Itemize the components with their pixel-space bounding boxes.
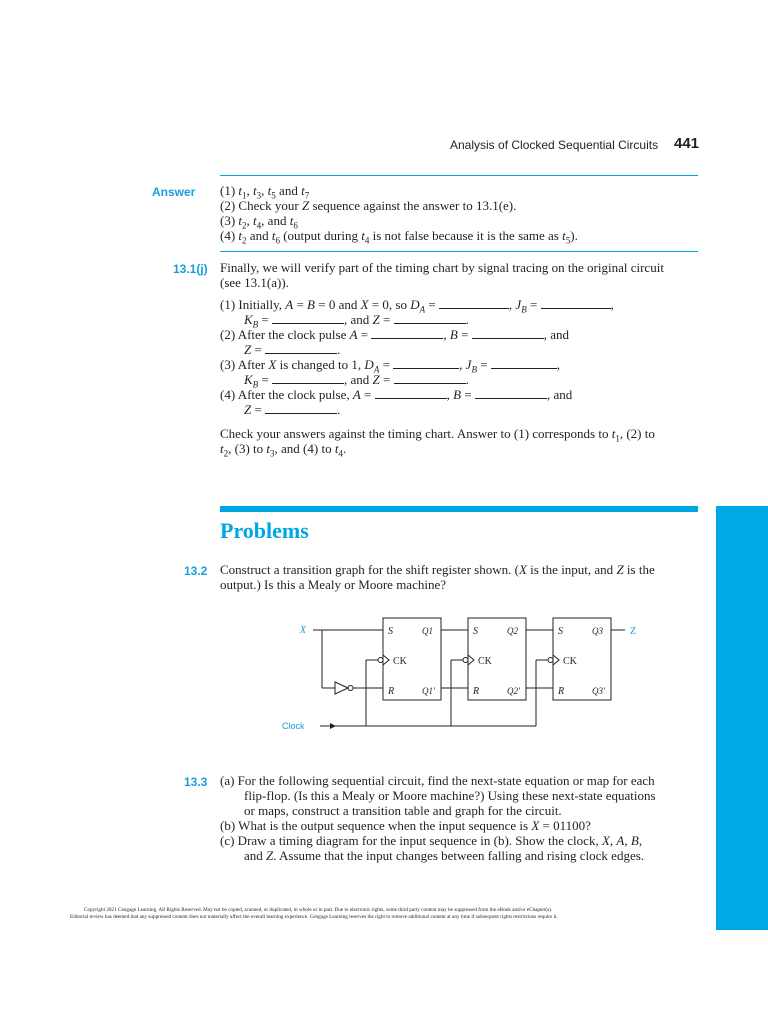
- section-13-1j-intro-1: Finally, we will verify part of the timing chart by signal tracing on the original circuit: [220, 260, 664, 275]
- answer-line-1: (1) $t_1$, $t_3$, $t_5$ and $t_7$: [220, 183, 310, 201]
- running-header-title: Analysis of Clocked Sequential Circuits: [450, 138, 659, 152]
- problems-heading: Problems: [220, 518, 309, 543]
- ff2-s-label: S: [473, 626, 478, 637]
- item-2-line-2: Z = .: [244, 342, 341, 357]
- answer-line-3: (3) $t_2$, $t_4$, and $t_6$: [220, 213, 298, 231]
- problem-13-3-a-1: (a) For the following sequential circuit, find the next-state equation or map for each: [220, 773, 655, 788]
- copyright-line-1: Copyright 2021 Cengage Learning. All Rights Reserved. May not be copied, scanned, or duplicated, in whole or in part. Due to electronic rights, some third party content may be suppressed from the eBook and/or eChapter(s).: [84, 907, 553, 913]
- problem-13-3-b: (b) What is the output sequence when the input sequence is X = 01100?: [220, 818, 591, 833]
- answer-top-rule: [220, 175, 698, 176]
- problem-13-2-label: 13.2: [184, 564, 208, 578]
- section-13-1j-label: 13.1(j): [173, 262, 208, 276]
- item-3-line-1: (3) After X is changed to 1, $D_A$ = , $J_B$ = ,: [220, 357, 561, 375]
- ff3-ck-label: CK: [563, 656, 577, 667]
- diagram-output-label: Z: [630, 626, 637, 637]
- ff1-q-label: Q1: [422, 626, 433, 636]
- ff1-ck-label: CK: [393, 656, 407, 667]
- diagram-clock-label: Clock: [282, 721, 305, 731]
- section-13-1j-intro-2: (see 13.1(a)).: [220, 275, 289, 290]
- ff1-qbar-label: Q1': [422, 686, 435, 696]
- ff3-s-label: S: [558, 626, 563, 637]
- problems-rule: [220, 506, 698, 512]
- problem-13-3-c-2: and Z. Assume that the input changes between falling and rising clock edges.: [244, 848, 645, 863]
- ff1-r-label: R: [388, 686, 395, 697]
- problem-13-3-a-3: or maps, construct a transition table and graph for the circuit.: [244, 803, 562, 818]
- ff2-qbar-label: Q2': [507, 686, 520, 696]
- answer-line-4: (4) $t_2$ and $t_6$ (output during $t_4$ is not false because it is the same as $t_5$).: [220, 228, 578, 246]
- problem-13-3-label: 13.3: [184, 775, 208, 789]
- ff1-s-label: S: [388, 626, 393, 637]
- copyright-line-2: Editorial review has deemed that any suppressed content does not materially affect the overall learning experience. Cengage Learning reserves the right to remove additional content at any time if subsequent rights restrictions require it.: [70, 914, 558, 920]
- side-tab: [716, 506, 768, 930]
- shift-register-diagram: [280, 610, 660, 740]
- ff3-r-label: R: [558, 686, 565, 697]
- ff2-q-label: Q2: [507, 626, 518, 636]
- problem-13-3-c-1: (c) Draw a timing diagram for the input sequence in (b). Show the clock, X, A, B,: [220, 833, 643, 848]
- item-1-line-2: $K_B$ = , and Z = .: [244, 312, 469, 330]
- check-line-2: $t_2$, (3) to $t_3$, and (4) to $t_4$.: [220, 441, 347, 459]
- problem-13-3-a-2: flip-flop. (Is this a Mealy or Moore machine?) Using these next-state equations: [244, 788, 656, 803]
- ff3-q-label: Q3: [592, 626, 603, 636]
- item-2-line-1: (2) After the clock pulse A = , B = , and: [220, 327, 569, 342]
- item-1-line-1: (1) Initially, A = B = 0 and X = 0, so $D_A$ = , $J_B$ = ,: [220, 297, 614, 315]
- check-line-1: Check your answers against the timing chart. Answer to (1) corresponds to $t_1$, (2) to: [220, 426, 655, 444]
- item-4-line-2: Z = .: [244, 402, 341, 417]
- ff2-ck-label: CK: [478, 656, 492, 667]
- answer-line-2: (2) Check your Z sequence against the answer to 13.1(e).: [220, 198, 517, 213]
- problem-13-2-text-1: Construct a transition graph for the shift register shown. (X is the input, and Z is the: [220, 562, 655, 577]
- diagram-input-label: X: [300, 625, 307, 636]
- item-4-line-1: (4) After the clock pulse, A = , B = , and: [220, 387, 573, 402]
- ff2-r-label: R: [473, 686, 480, 697]
- answer-label: Answer: [152, 185, 196, 199]
- inverter-gate: [335, 682, 348, 694]
- answer-bottom-rule: [220, 251, 698, 252]
- item-3-line-2: $K_B$ = , and Z = .: [244, 372, 469, 390]
- page-number: 441: [674, 135, 700, 152]
- problem-13-2-text-2: output.) Is this a Mealy or Moore machine?: [220, 577, 446, 592]
- ff3-qbar-label: Q3': [592, 686, 605, 696]
